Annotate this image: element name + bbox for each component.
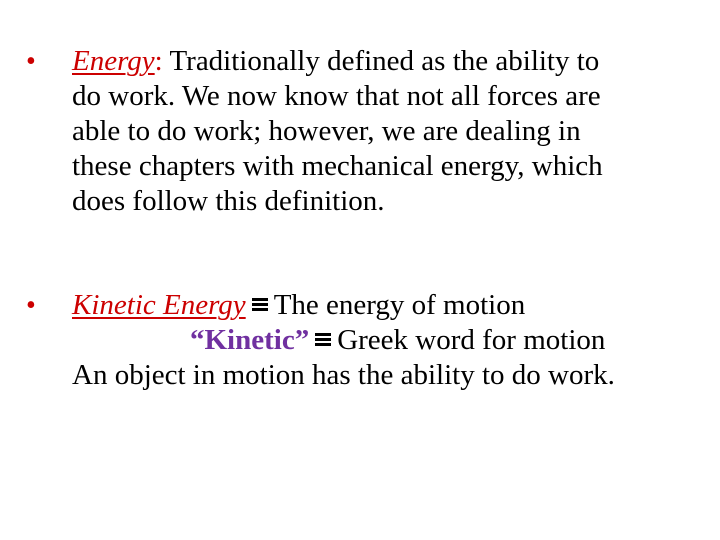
bullet-energy-text xyxy=(72,44,712,219)
kinetic-word-definition: Greek word for motion xyxy=(337,324,606,356)
definition-line: able to do work; however, we are dealing in xyxy=(72,115,581,147)
term-energy: Energy xyxy=(72,45,155,77)
bullet-kinetic-text xyxy=(72,288,712,393)
definition-line: Traditionally defined as the ability to xyxy=(162,45,600,77)
closing-line: An object in motion has the ability to do work. xyxy=(72,359,615,391)
bullet-marker: • xyxy=(26,290,36,321)
definition-line: these chapters with mechanical energy, which xyxy=(72,150,603,182)
triple-bar-icon xyxy=(315,333,331,347)
bullet-marker: • xyxy=(26,46,36,77)
kinetic-line-1 xyxy=(72,288,712,323)
term-kinetic-energy: Kinetic Energy xyxy=(72,289,246,321)
definition-line: does follow this definition. xyxy=(72,185,385,217)
bullet-energy-line-1 xyxy=(72,44,712,79)
term-colon: : xyxy=(154,45,163,77)
kinetic-definition: The energy of motion xyxy=(273,289,526,321)
kinetic-line-2 xyxy=(72,323,712,358)
kinetic-word: “Kinetic” xyxy=(190,324,310,356)
definition-line: do work. We now know that not all forces are xyxy=(72,80,601,112)
triple-bar-icon xyxy=(252,298,268,312)
